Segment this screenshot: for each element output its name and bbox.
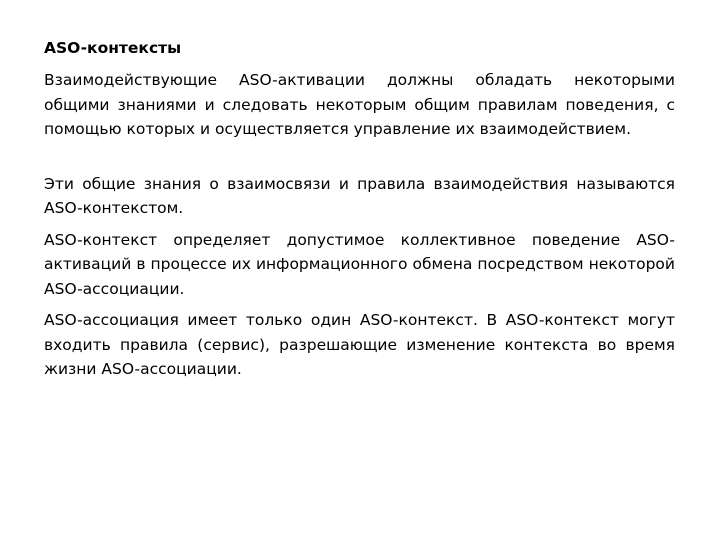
- slide-content: [44, 34, 675, 389]
- paragraph-3: ASO-контекст определяет допустимое коллективное поведение ASO-активаций в процессе их информационного обмена посредством некоторой ASO-ассоциации.: [44, 230, 675, 298]
- paragraph-4: ASO-ассоциация имеет только один ASO-контекст. В ASO-контекст могут входить правила (сервис), разрешающие изменение контекста во время жизни ASO-ассоциации.: [44, 311, 675, 378]
- slide-title: ASO-контексты: [44, 39, 182, 57]
- paragraph-1: Взаимодействующие ASO-активации должны обладать некоторыми общими знаниями и следовать некоторым общим правилам поведения, с помощью которых и осуществляется управление их взаимодействием.: [44, 71, 675, 138]
- paragraph-2: Эти общие знания о взаимосвязи и правила взаимодействия называются ASO-контекстом.: [44, 174, 675, 217]
